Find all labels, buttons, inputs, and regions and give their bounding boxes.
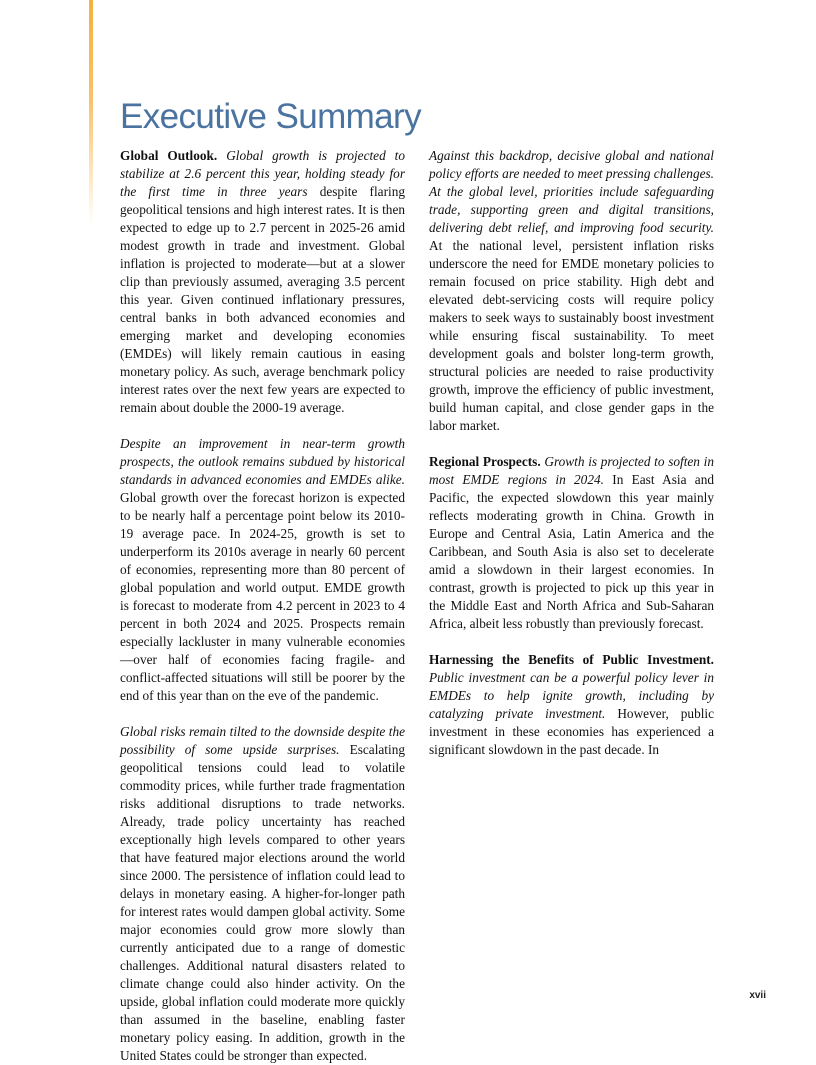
paragraph-body: At the national level, persistent inflation risks underscore the need for EMDE monetary policies to remain focused on price stability. High debt and elevated debt-servicing costs will require policy makers to seek ways to sustainably boost investment while ensuring fiscal sustainability. To meet development goals and bolster long-term growth, structural policies are needed to raise productivity growth, improve the efficiency of public investment, build human capital, and close gender gaps in the labor market. [429,238,714,433]
page-title: Executive Summary [120,97,422,136]
decorative-accent-bar [89,0,93,225]
paragraph-lead-sentence: Growth is projected to soften in most EMDE regions in 2024. [429,454,714,487]
paragraph-lead-sentence: Against this backdrop, decisive global and national policy efforts are needed to meet pressing challenges. At the global level, priorities include safeguarding trade, supporting green and digital transitions, delivering debt relief, and improving food security. [429,148,714,235]
right-column [429,147,714,759]
paragraph-public-investment [429,651,714,759]
left-column [120,147,405,1065]
paragraph-body: despite flaring geopolitical tensions and high interest rates. It is then expected to edge up to 2.7 percent in 2025-26 amid modest growth in trade and investment. Global inflation is projected to moderate—but at a slower clip than previously assumed, averaging 3.5 percent this year. Given continued inflationary pressures, central banks in both advanced economies and emerging market and developing economies (EMDEs) will likely remain cautious in easing monetary policy. As such, average benchmark policy interest rates over the next few years are expected to remain about double the 2000-19 average. [120,184,406,415]
section-heading-regional-prospects: Regional Prospects. [429,454,541,469]
paragraph-policy-efforts [429,147,714,435]
paragraph-global-outlook [120,147,405,417]
paragraph-body: Global growth over the forecast horizon is expected to be nearly half a percentage point below its 2010-19 average pace. In 2024-25, growth is set to underperform its 2010s average in nearly 60 percent of economies, representing more than 80 percent of global population and world output. EMDE growth is forecast to moderate from 4.2 percent in 2023 to 4 percent in both 2024 and 2025. Prospects remain especially lackluster in many vulnerable economies—over half of economies facing fragile- and conflict-affected situations will still be poorer by the end of this year than on the eve of the pandemic. [120,490,405,703]
paragraph-lead-sentence: Public investment can be a powerful policy lever in EMDEs to help ignite growth, including by catalyzing private investment. [429,670,714,721]
section-heading-global-outlook: Global Outlook. [120,148,218,163]
paragraph-body: However, public investment in these economies has experienced a significant slowdown in the past decade. In [429,706,715,757]
paragraph-global-risks [120,723,405,1065]
paragraph-lead-sentence: Global risks remain tilted to the downside despite the possibility of some upside surprises. [120,724,405,757]
section-heading-public-investment: Harnessing the Benefits of Public Investment. [429,652,714,667]
paragraph-near-term-prospects [120,435,405,705]
paragraph-lead-sentence: Global growth is projected to stabilize at 2.6 percent this year, holding steady for the first time in three years [120,148,406,199]
page-number: xvii [749,990,766,1001]
paragraph-regional-prospects [429,453,714,633]
paragraph-lead-sentence: Despite an improvement in near-term growth prospects, the outlook remains subdued by historical standards in advanced economies and EMDEs alike. [120,436,405,487]
paragraph-body: Escalating geopolitical tensions could lead to volatile commodity prices, while further trade fragmentation risks additional disruptions to trade networks. Already, trade policy uncertainty has reached exceptionally high levels compared to other years that have featured major elections around the world since 2000. The persistence of inflation could lead to delays in monetary easing. A higher-for-longer path for interest rates would dampen global activity. Some major economies could grow more slowly than currently anticipated due to a range of domestic challenges. Additional natural disasters related to climate change could also hinder activity. On the upside, global inflation could moderate more quickly than assumed in the baseline, enabling faster monetary policy easing. In addition, growth in the United States could be stronger than expected. [120,742,405,1063]
paragraph-body: In East Asia and Pacific, the expected slowdown this year mainly reflects moderating growth in China. Growth in Europe and Central Asia, Latin America and the Caribbean, and South Asia is also set to decelerate amid a slowdown in their largest economies. In contrast, growth is projected to pick up this year in the Middle East and North Africa and Sub-Saharan Africa, albeit less robustly than previously forecast. [429,472,715,631]
